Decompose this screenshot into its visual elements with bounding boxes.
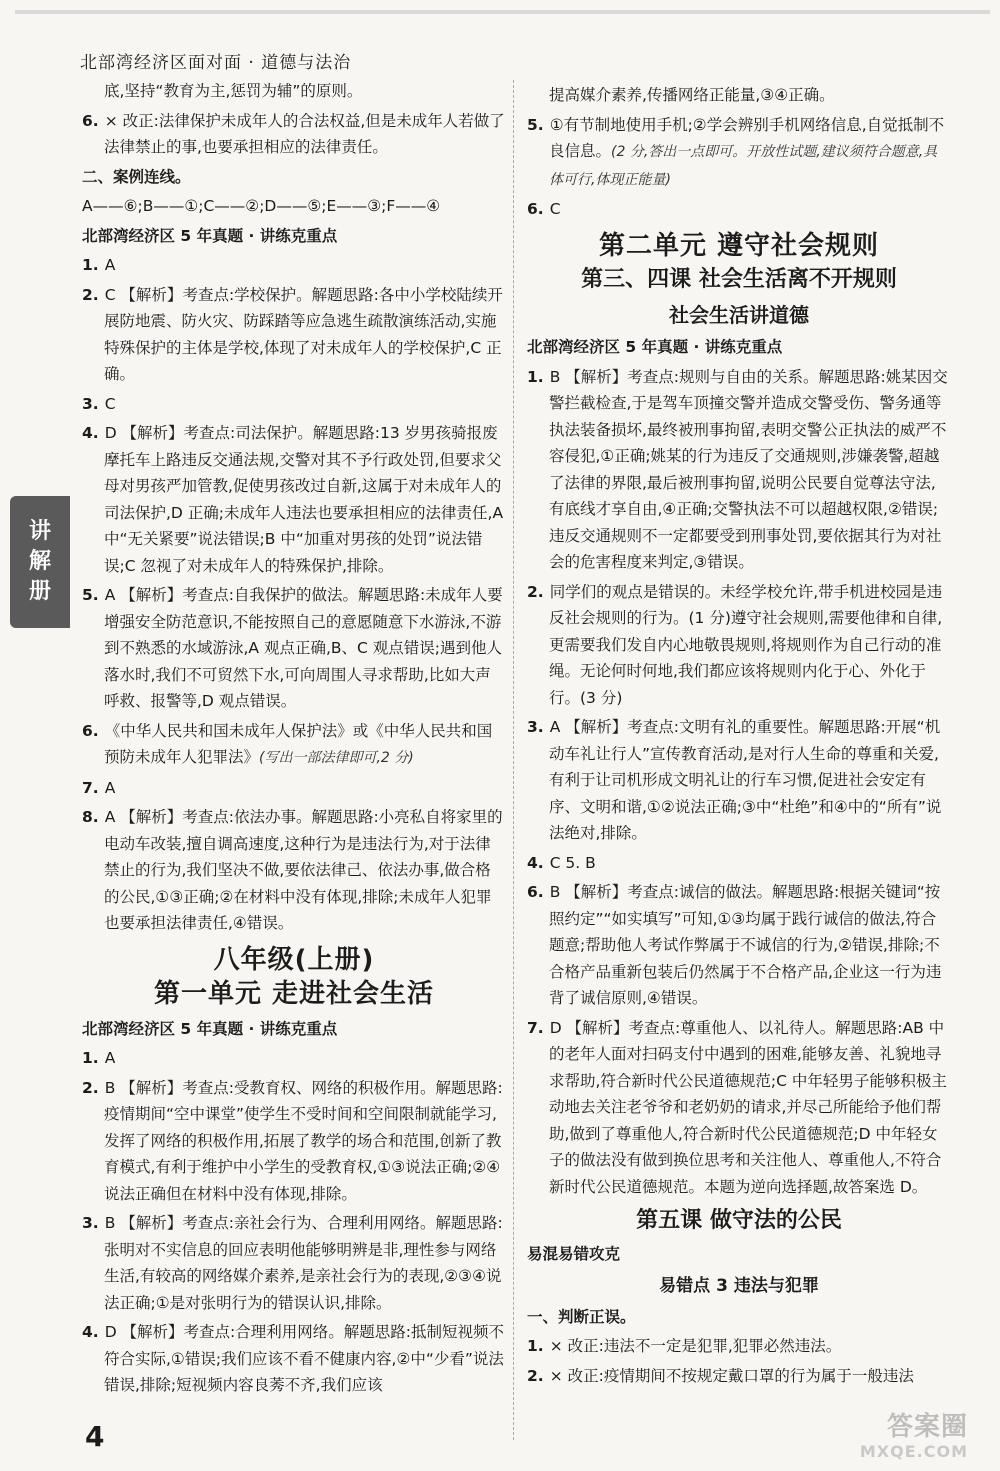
answer-item: 2. 同学们的观点是错误的。未经学校允许,带手机进校园是违反社会规则的行为。(1 分)遵守社会规则,需要他律和自律,更需要我们发自内心地敬畏规则,将规则作为自己行动的准绳。无论何时何地,我们都应该将规则内化于心、外化于行。(3 分) xyxy=(527,582,943,707)
side-tab-char: 解 xyxy=(28,549,51,574)
section-heading: 北部湾经济区 5 年真题 · 讲练克重点 xyxy=(527,338,783,356)
case-match-line: A——⑥;B——①;C——②;D——⑤;E——③;F——④ xyxy=(82,197,441,215)
section-heading: 易混易错攻克 xyxy=(527,1244,621,1263)
side-tab-char: 讲 xyxy=(28,519,51,544)
answer-item: 1. B 【解析】考查点:规则与自由的关系。解题思路:姚某因交警拦截检查,于是驾车顶撞交警并造成交警受伤、警务通等执法装备损坏,最终被刑事拘留,表明交警公正执法的威严不容侵犯,①正确;姚某的行为违反了交通规则,涉嫌袭警,超越了法律的界限,最后被刑事拘留,说明公民要自觉尊法守法,有底线才享自由,④正确;交警执法不可以超越权限,②错误;违反交通规则不一定都要受到刑事处罚,要依据其行为对社会的危害程度来判定,③错误。 xyxy=(527,367,948,571)
left-column xyxy=(82,78,506,1402)
answer-item: 3. B 【解析】考查点:亲社会行为、合理利用网络。解题思路:张明对不实信息的回应表明他能够明辨是非,理性参与网络生活,有较高的网络媒介素养,是亲社会行为的表现,②③④说法正确;①是对张明行为的错误认识,排除。 xyxy=(82,1214,503,1312)
running-header: 北部湾经济区面对面 · 道德与法治 xyxy=(80,53,352,73)
side-tab-char: 册 xyxy=(28,579,51,604)
continued-text: 底,坚持“教育为主,惩罚为辅”的原则。 xyxy=(104,82,363,100)
watermark xyxy=(818,1412,968,1462)
answer-item: 6. B 【解析】考查点:诚信的做法。解题思路:根据关键词“按照约定”“如实填写”可知,①③均属于践行诚信的做法,符合题意;帮助他人考试作弊属于不诚信的行为,②错误,排除;不合格产品重新包装后仍然属于不合格产品,企业这一行为违背了诚信原则,④错误。 xyxy=(527,883,942,1007)
answer-item: 5. ①有节制地使用手机;②学会辨别手机网络信息,自觉抵制不良信息。(2 分,答出一点即可。开放性试题,建议须符合题意,具体可行,体现正能量) xyxy=(527,115,945,188)
answer-item: 3. C xyxy=(82,394,116,413)
lesson-heading: 第五课 做守法的公民 xyxy=(636,1208,842,1233)
answer-item: 2. C 【解析】考查点:学校保护。解题思路:各中小学校陆续开展防地震、防火灾、防踩踏等应急逃生疏散演练活动,实施特殊保护的主体是学校,体现了对未成年人的学校保护,C 正确。 xyxy=(82,285,503,383)
section-heading: 二、案例连线。 xyxy=(82,167,191,186)
grade-heading: 八年级(上册) xyxy=(213,944,375,975)
watermark-logo: 答案圈 xyxy=(886,1412,968,1442)
unit-heading: 第一单元 走进社会生活 xyxy=(153,979,435,1009)
answer-item: 6. × 改正:法律保护未成年人的合法权益,但是未成年人若做了法律禁止的事,也要承担相应的法律责任。 xyxy=(82,111,505,156)
continued-text: 提高媒介素养,传播网络正能量,③④正确。 xyxy=(549,86,835,104)
column-divider xyxy=(513,80,514,1440)
error-point-heading: 易错点 3 违法与犯罪 xyxy=(659,1276,819,1296)
lesson-heading: 第三、四课 社会生活离不开规则 xyxy=(581,267,897,292)
answer-item: 1. A xyxy=(82,256,116,274)
answer-item: 1. A xyxy=(82,1049,116,1067)
sub-heading: 社会生活讲道德 xyxy=(669,302,809,327)
answer-item: 4. D 【解析】考查点:司法保护。解题思路:13 岁男孩骑报废摩托车上路违反交通法规,交警对其不予行政处罚,但要求父母对男孩严加管教,促使男孩改过自新,这属于对未成年人的司法保护,D 正确;未成年人违法也要承担相应的法律责任,A 中“无关紧要”说法错误;B 中“加重对男孩的处罚”说法错误;C 忽视了对未成年人的特殊保护,排除。 xyxy=(82,424,504,575)
answer-item: 2. B 【解析】考查点:受教育权、网络的积极作用。解题思路:疫情期间“空中课堂”使学生不受时间和空间限制就能学习,发挥了网络的积极作用,拓展了教学的场合和范围,创新了教育模式,有利于维护中小学生的受教育权,①③说法正确;②④说法正确但在材料中没有体现,排除。 xyxy=(82,1078,503,1203)
right-column xyxy=(527,82,951,1392)
side-tab xyxy=(10,496,70,628)
unit-heading: 第二单元 遵守社会规则 xyxy=(598,230,880,261)
top-border xyxy=(15,10,990,14)
answer-item: 7. D 【解析】考查点:尊重他人、以礼待人。解题思路:AB 中的老年人面对扫码支付中遇到的困难,能够友善、礼貌地寻求帮助,符合新时代公民道德规范;C 中年轻男子能够积极主动地去关注老爷爷和老奶奶的请求,并尽己所能给予他们帮助,做到了尊重他人,符合新时代公民道德规范;D 中年轻女子的做法没有做到换位思考和关注他人、尊重他人,不符合新时代公民道德规范。本题为逆向选择题,故答案选 D。 xyxy=(527,1018,947,1196)
section-heading: 北部湾经济区 5 年真题 · 讲练克重点 xyxy=(82,1019,338,1038)
page-number: 4 xyxy=(85,1420,105,1453)
answer-item: 2. × 改正:疫情期间不按规定戴口罩的行为属于一般违法 xyxy=(527,1366,914,1385)
answer-item: 6. C xyxy=(527,200,561,218)
answer-item: 4. D 【解析】考查点:合理利用网络。解题思路:抵制短视频不符合实际,①错误;我们应该不看不健康内容,②中“少看”说法错误,排除;短视频内容良莠不齐,我们应该 xyxy=(82,1323,504,1394)
answer-item: 7. A xyxy=(82,778,116,797)
answer-item: 3. A 【解析】考查点:文明有礼的重要性。解题思路:开展“机动车礼让行人”宣传教育活动,是对行人生命的尊重和关爱,有利于让司机形成文明礼让的行车习惯,促进社会安定有序、文明和谐,①②说法正确;③中“杜绝”和④中的“所有”说法绝对,排除。 xyxy=(527,718,942,842)
section-heading: 北部湾经济区 5 年真题 · 讲练克重点 xyxy=(82,226,338,245)
answer-item: 5. A 【解析】考查点:自我保护的做法。解题思路:未成年人要增强安全防范意识,不能按照自己的意愿随意下水游泳,不游到不熟悉的水域游泳,A 观点正确,B、C 观点错误;遇到他人落水时,我们不可贸然下水,可向周围人寻求帮助,比如大声呼救、报警等,D 观点错误。 xyxy=(82,586,503,710)
answer-item: 1. × 改正:违法不一定是犯罪,犯罪必然违法。 xyxy=(527,1337,842,1355)
section-heading: 一、判断正误。 xyxy=(527,1307,636,1326)
answer-item: 6. 《中华人民共和国未成年人保护法》或《中华人民共和国预防未成年人犯罪法》(写出一部法律即可,2 分) xyxy=(82,721,493,766)
watermark-text: MXQE.COM xyxy=(859,1442,968,1461)
answer-item: 8. A 【解析】考查点:依法办事。解题思路:小亮私自将家里的电动车改装,擅自调高速度,这种行为是违法行为,对于法律禁止的行为,我们坚决不做,要依法律己、依法办事,做合格的公民,①③正确;②在材料中没有体现,排除;未成年人犯罪也要承担法律责任,④错误。 xyxy=(82,808,503,932)
answer-item: 4. C 5. B xyxy=(527,853,596,872)
